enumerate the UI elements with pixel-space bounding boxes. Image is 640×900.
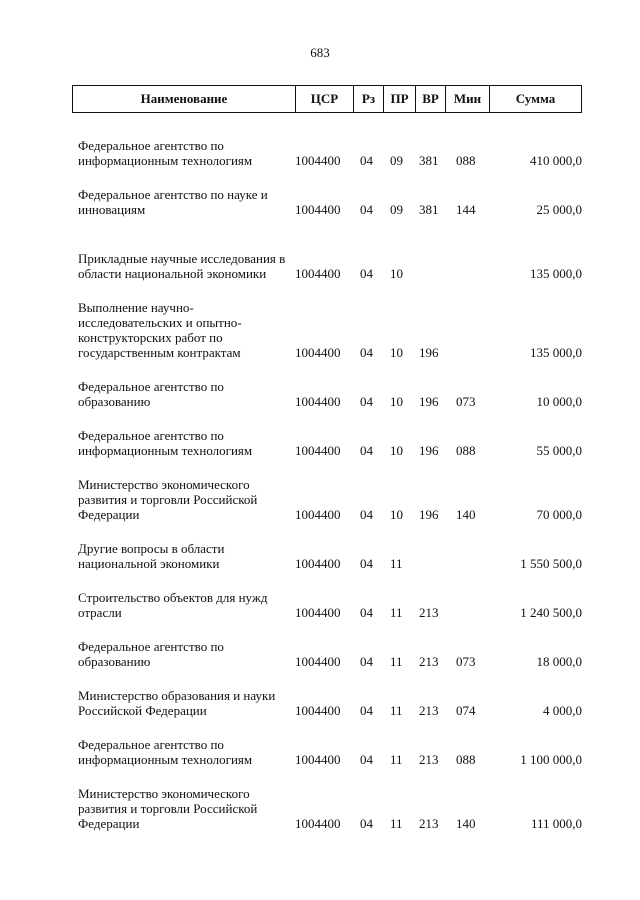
row-rz: 04	[360, 703, 373, 718]
row-name: Министерство образования и науки Российской Федерации	[78, 688, 276, 718]
row-min: 073	[456, 654, 476, 669]
table-row	[0, 236, 640, 281]
row-pr: 10	[390, 266, 403, 281]
row-name: Федеральное агентство по информационным технологиям	[78, 138, 253, 168]
row-name: Прикладные научные исследования в области национальной экономики	[78, 251, 286, 281]
row-pr: 11	[390, 556, 403, 571]
row-vr: 196	[419, 443, 439, 458]
row-sum: 70 000,0	[536, 507, 582, 522]
row-sum: 25 000,0	[536, 202, 582, 217]
row-csr: 1004400	[295, 202, 341, 217]
row-min: 074	[456, 703, 476, 718]
row-rz: 04	[360, 507, 373, 522]
row-vr: 196	[419, 394, 439, 409]
table-row	[0, 138, 640, 168]
row-pr: 11	[390, 816, 403, 831]
row-pr: 11	[390, 654, 403, 669]
row-name: Федеральное агентство по образованию	[78, 379, 224, 409]
table-row	[0, 300, 640, 360]
row-min: 073	[456, 394, 476, 409]
row-name: Выполнение научно-исследовательских и опытно-конструкторских работ по государственным контрактам	[78, 300, 242, 360]
row-pr: 09	[390, 153, 403, 168]
table-row	[0, 590, 640, 620]
table-body	[0, 138, 640, 850]
row-rz: 04	[360, 202, 373, 217]
header-csr: ЦСР	[295, 86, 353, 112]
row-min: 088	[456, 752, 476, 767]
row-rz: 04	[360, 816, 373, 831]
row-vr: 213	[419, 703, 439, 718]
row-rz: 04	[360, 556, 373, 571]
header-min: Мин	[445, 86, 489, 112]
table-row	[0, 737, 640, 767]
row-csr: 1004400	[295, 605, 341, 620]
row-rz: 04	[360, 654, 373, 669]
row-vr: 213	[419, 605, 439, 620]
row-csr: 1004400	[295, 816, 341, 831]
row-csr: 1004400	[295, 654, 341, 669]
row-rz: 04	[360, 443, 373, 458]
row-vr: 213	[419, 816, 439, 831]
row-sum: 135 000,0	[530, 266, 582, 281]
table-row	[0, 477, 640, 522]
row-csr: 1004400	[295, 345, 341, 360]
row-vr: 196	[419, 345, 439, 360]
row-csr: 1004400	[295, 153, 341, 168]
row-name: Другие вопросы в области национальной экономики	[78, 541, 225, 571]
header-sum: Сумма	[489, 86, 581, 112]
table-row	[0, 639, 640, 669]
row-csr: 1004400	[295, 752, 341, 767]
row-sum: 4 000,0	[543, 703, 582, 718]
table-row	[0, 428, 640, 458]
table-header	[72, 85, 582, 113]
row-sum: 111 000,0	[530, 816, 582, 831]
row-sum: 410 000,0	[530, 153, 582, 168]
row-min: 088	[456, 153, 476, 168]
row-vr: 196	[419, 507, 439, 522]
row-pr: 11	[390, 752, 403, 767]
row-rz: 04	[360, 345, 373, 360]
row-name: Федеральное агентство по информационным технологиям	[78, 428, 253, 458]
row-pr: 11	[390, 605, 403, 620]
header-name: Наименование	[140, 91, 228, 106]
row-pr: 10	[390, 345, 403, 360]
row-pr: 10	[390, 394, 403, 409]
row-sum: 18 000,0	[536, 654, 582, 669]
row-name: Министерство экономического развития и торговли Российской Федерации	[78, 786, 258, 831]
row-csr: 1004400	[295, 556, 341, 571]
row-pr: 09	[390, 202, 403, 217]
row-rz: 04	[360, 394, 373, 409]
row-csr: 1004400	[295, 266, 341, 281]
row-name: Строительство объектов для нужд отрасли	[78, 590, 268, 620]
row-vr: 213	[419, 752, 439, 767]
table-row	[0, 541, 640, 571]
row-name: Министерство экономического развития и торговли Российской Федерации	[78, 477, 258, 522]
header-vr: ВР	[415, 86, 445, 112]
row-rz: 04	[360, 153, 373, 168]
table-row	[0, 379, 640, 409]
row-rz: 04	[360, 605, 373, 620]
row-name: Федеральное агентство по науке и инновациям	[78, 187, 268, 217]
row-pr: 10	[390, 507, 403, 522]
row-pr: 10	[390, 443, 403, 458]
row-vr: 213	[419, 654, 439, 669]
row-name: Федеральное агентство по информационным технологиям	[78, 737, 253, 767]
row-vr: 381	[419, 153, 439, 168]
header-rz: Рз	[353, 86, 383, 112]
row-pr: 11	[390, 703, 403, 718]
table-row	[0, 688, 640, 718]
row-sum: 55 000,0	[536, 443, 582, 458]
row-csr: 1004400	[295, 507, 341, 522]
row-sum: 1 100 000,0	[520, 752, 582, 767]
row-csr: 1004400	[295, 703, 341, 718]
table-row	[0, 786, 640, 831]
row-sum: 10 000,0	[536, 394, 582, 409]
row-sum: 135 000,0	[530, 345, 582, 360]
row-sum: 1 240 500,0	[520, 605, 582, 620]
row-vr: 381	[419, 202, 439, 217]
header-pr: ПР	[383, 86, 415, 112]
row-min: 140	[456, 816, 476, 831]
table-row	[0, 187, 640, 217]
row-rz: 04	[360, 266, 373, 281]
page-number: 683	[310, 45, 330, 60]
row-name: Федеральное агентство по образованию	[78, 639, 224, 669]
row-rz: 04	[360, 752, 373, 767]
row-csr: 1004400	[295, 443, 341, 458]
row-sum: 1 550 500,0	[520, 556, 582, 571]
row-csr: 1004400	[295, 394, 341, 409]
row-min: 088	[456, 443, 476, 458]
row-min: 140	[456, 507, 476, 522]
row-min: 144	[456, 202, 476, 217]
